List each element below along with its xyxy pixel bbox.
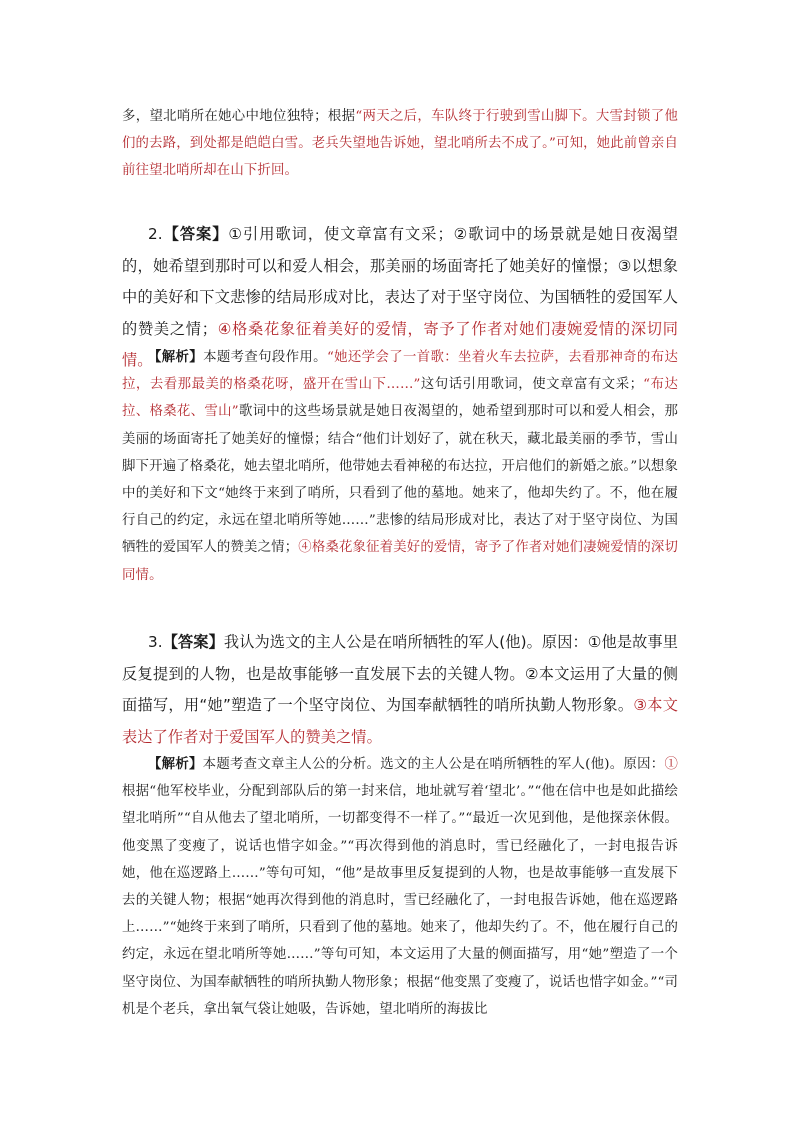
analysis-quote: ④格桑花象征着美好的爱情，寄予了作者对她们凄婉爱情的深切同情。 <box>122 540 678 583</box>
answer-text-red: ③本文表达了作者对于爱国军人的赞美之情。 <box>122 696 678 746</box>
paragraph-text: 多，望北哨所在她心中地位独特；根据 <box>122 109 356 124</box>
analysis-lead: 本题考查文章主人公的分析。选文的主人公是在哨所牺牲的军人(他)。原因： <box>202 757 665 772</box>
analysis-marker: ① <box>664 757 678 772</box>
analysis-lead: 本题考查句段作用。 <box>203 350 327 365</box>
answer-3 <box>122 627 678 753</box>
answer-tag: 【答案】 <box>162 225 229 243</box>
question-number: 2. <box>148 225 163 243</box>
analysis-2 <box>122 344 678 589</box>
answer-text: 我认为选文的主人公是在哨所牺牲的军人(他)。原因：①他是故事里反复提到的人物，也是故事能够一直发展下去的关键人物。②本文运用了大量的侧面描写，用“她”塑造了一个坚守岗位、为国奉献牺牲的哨所执勤人物形象。 <box>122 633 678 714</box>
analysis-text: 歌词中的这些场景就是她日夜渴望的，她希望到那时可以和爱人相会，那美丽的场面寄托了她美好的憧憬；结合“他们计划好了，就在秋天，藏北最美丽的季节，雪山脚下开遍了格桑花，她去望北哨所，他带她去看神秘的布达拉，开启他们的新婚之旅。”以想象中的美好和下文“她终于来到了哨所，只看到了他的墓地。她来了，他却失约了。不，他在履行自己的约定，永远在望北哨所等她……”悲惨的结局形成对比，表达了对于坚守岗位、为国牺牲的爱国军人的赞美之情； <box>122 404 678 556</box>
analysis-tag: 【解析】 <box>148 756 203 772</box>
analysis-quote: “布达拉、格桑花、雪山” <box>122 377 679 420</box>
analysis-text: 根据“他军校毕业，分配到部队后的第一封来信，地址就写着‘望北’。”“他在信中也是如此描绘望北哨所”“自从他去了望北哨所，一切都变得不一样了。”“最近一次见到他，是他探亲休假。他变黑了变瘦了，说话也惜字如金。”“再次得到他的消息时，雪已经融化了，一封电报告诉她，他在巡逻路上……”等句可知，“他”是故事里反复提到的人物，也是故事能够一直发展下去的关键人物；根据“她再次得到他的消息时，雪已经融化了，一封电报告诉她，他在巡逻路上……”“她终于来到了哨所，只看到了他的墓地。她来了，他却失约了。不，他在履行自己的约定，永远在望北哨所等她……”等句可知，本文运用了大量的侧面描写，用“她”塑造了一个坚守岗位、为国奉献牺牲的哨所执勤人物形象；根据“他变黑了变瘦了，说话也惜字如金。”“司机是个老兵，拿出氧气袋让她吸，告诉她，望北哨所的海拔比 <box>122 784 678 1017</box>
answer-text: ①引用歌词，使文章富有文采；②歌词中的场景就是她日夜渴望的，她希望到那时可以和爱人相会，那美丽的场面寄托了她美好的憧憬；③以想象中的美好和下文悲惨的结局形成对比，表达了对于坚守岗位、为国牺牲的爱国军人的赞美之情； <box>122 225 678 338</box>
analysis-text: 这句话引用歌词，使文章富有文采； <box>420 377 644 393</box>
answer-tag: 【答案】 <box>162 633 224 651</box>
analysis-3 <box>122 751 678 1023</box>
paragraph-quote: “两天之后，车队终于行驶到雪山脚下。大雪封锁了他们的去路，到处都是皑皑白雪。老兵失望地告诉她，望北哨所去不成了。”可知，她此前曾亲自前往望北哨所却在山下折回。 <box>122 109 678 179</box>
question-number: 3. <box>148 633 163 651</box>
answer-text-red: ④格桑花象征着美好的爱情，寄予了作者对她们凄婉爱情的深切同情。 <box>122 319 679 369</box>
analysis-tag: 【解析】 <box>148 349 204 365</box>
paragraph-continuation <box>122 103 678 185</box>
analysis-quote: “她还学会了一首歌：坐着火车去拉萨，去看那神奇的布达拉，去看那最美的格桑花呀，盛开在雪山下……” <box>122 350 678 393</box>
